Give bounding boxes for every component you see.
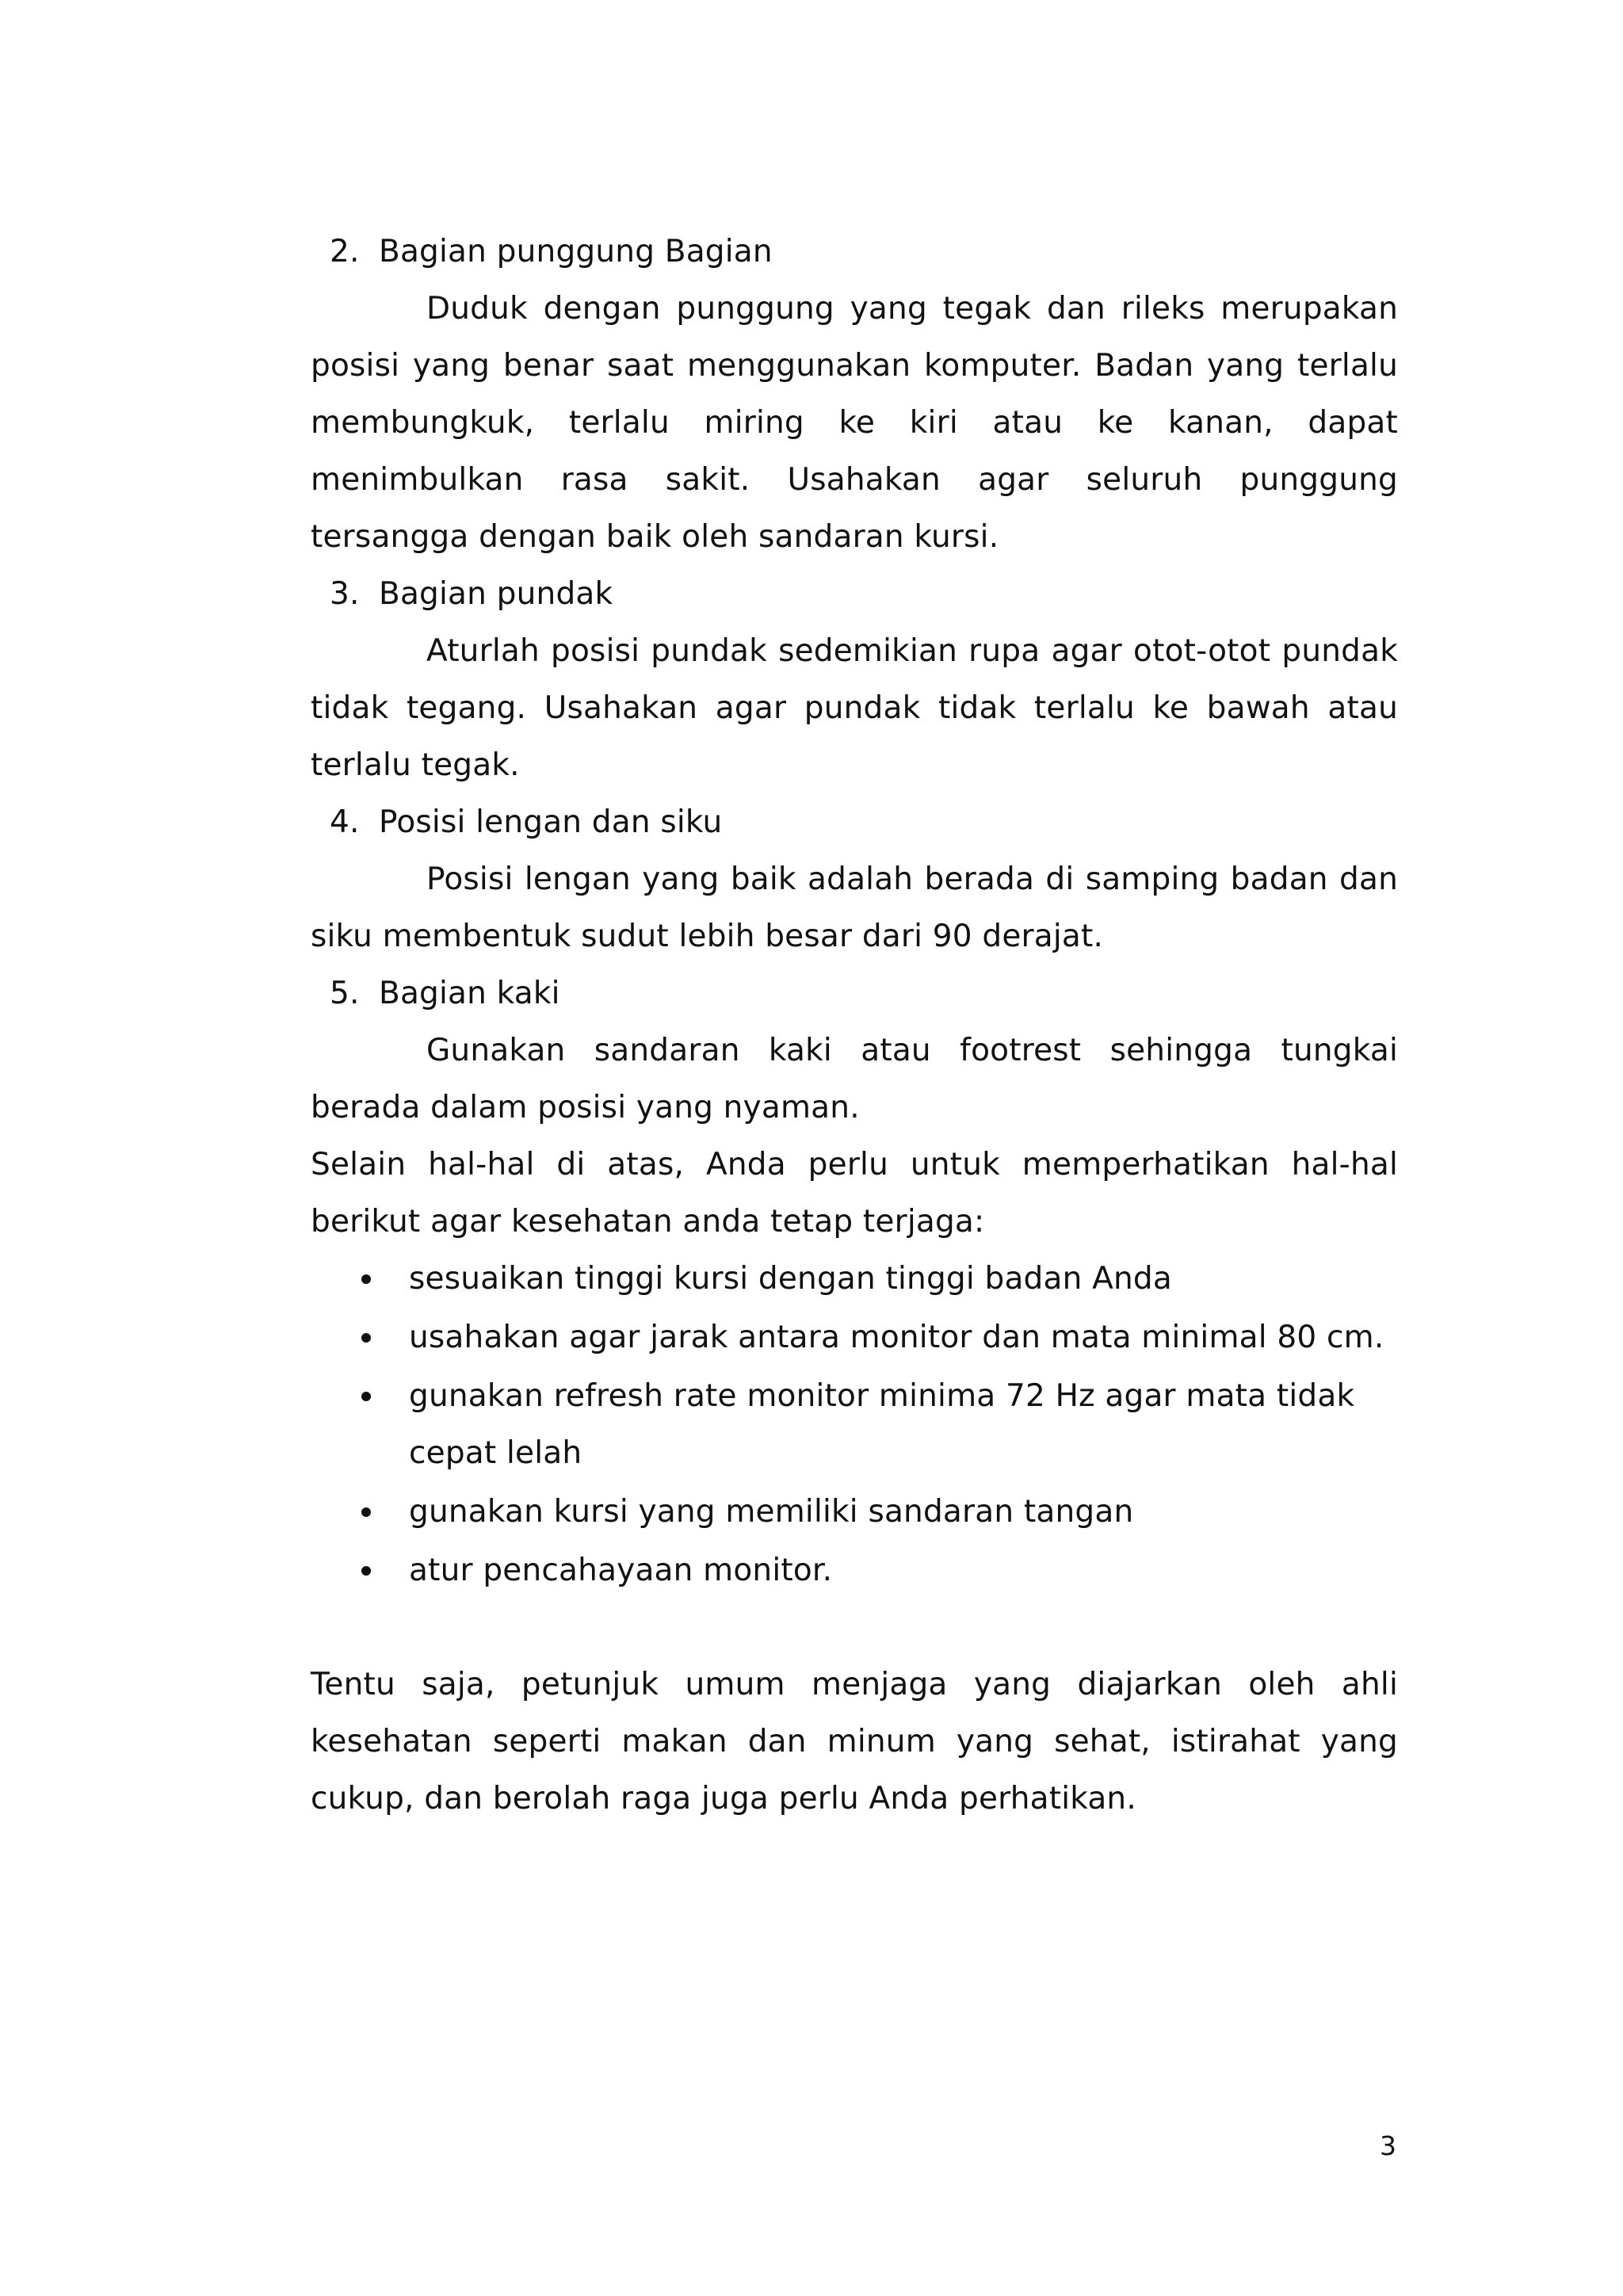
section-number: 3. <box>330 576 360 612</box>
section-heading <box>311 566 1398 623</box>
section-number: 2. <box>330 234 360 269</box>
tips-list <box>311 1251 1398 1599</box>
section-number: 4. <box>330 804 360 840</box>
bullet-icon <box>361 1392 371 1401</box>
bullet-icon <box>361 1507 371 1517</box>
bullet-icon <box>361 1566 371 1576</box>
intro-paragraph: Selain hal-hal di atas, Anda perlu untuk memperhatikan hal-hal berikut agar kesehatan anda tetap terjaga: <box>311 1147 1398 1240</box>
section-title: Bagian punggung Bagian <box>379 234 773 269</box>
page-number: 3 <box>1380 2130 1396 2161</box>
section-heading <box>311 223 1398 281</box>
page-content <box>311 223 1398 1828</box>
section-body: Duduk dengan punggung yang tegak dan rileks merupakan posisi yang benar saat menggunakan komputer. Badan yang terlalu membungkuk, terlalu miring ke kiri atau ke kanan, dapat menimbulkan rasa sakit. Usahakan agar seluruh punggung tersangga dengan baik oleh sandaran kursi. <box>311 291 1398 555</box>
section-body: Gunakan sandaran kaki atau footrest sehingga tungkai berada dalam posisi yang nyaman. <box>311 1033 1398 1125</box>
section-heading <box>311 794 1398 851</box>
bullet-icon <box>361 1333 371 1343</box>
section-title: Bagian kaki <box>379 976 560 1011</box>
list-item-text: sesuaikan tinggi kursi dengan tinggi badan Anda <box>409 1261 1172 1297</box>
closing-paragraph: Tentu saja, petunjuk umum menjaga yang diajarkan oleh ahli kesehatan seperti makan dan minum yang sehat, istirahat yang cukup, dan berolah raga juga perlu Anda perhatikan. <box>311 1667 1398 1817</box>
list-item <box>311 1542 1398 1599</box>
list-item-text: atur pencahayaan monitor. <box>409 1553 833 1588</box>
section-title: Bagian pundak <box>379 576 613 612</box>
section-title: Posisi lengan dan siku <box>379 804 723 840</box>
list-item <box>311 1309 1398 1366</box>
list-item <box>311 1484 1398 1541</box>
list-item-text: gunakan refresh rate monitor minima 72 Hz agar mata tidak cepat lelah <box>409 1378 1355 1471</box>
section-heading <box>311 965 1398 1022</box>
section-number: 5. <box>330 976 360 1011</box>
list-item <box>311 1251 1398 1308</box>
section-body: Aturlah posisi pundak sedemikian rupa agar otot-otot pundak tidak tegang. Usahakan agar pundak tidak terlalu ke bawah atau terlalu tegak. <box>311 633 1398 783</box>
bullet-icon <box>361 1274 371 1284</box>
section-body: Posisi lengan yang baik adalah berada di samping badan dan siku membentuk sudut lebih besar dari 90 derajat. <box>311 861 1398 954</box>
paragraph-spacer <box>311 1601 1398 1656</box>
list-item-text: usahakan agar jarak antara monitor dan mata minimal 80 cm. <box>409 1320 1384 1355</box>
list-item <box>311 1368 1398 1482</box>
list-item-text: gunakan kursi yang memiliki sandaran tangan <box>409 1494 1134 1530</box>
